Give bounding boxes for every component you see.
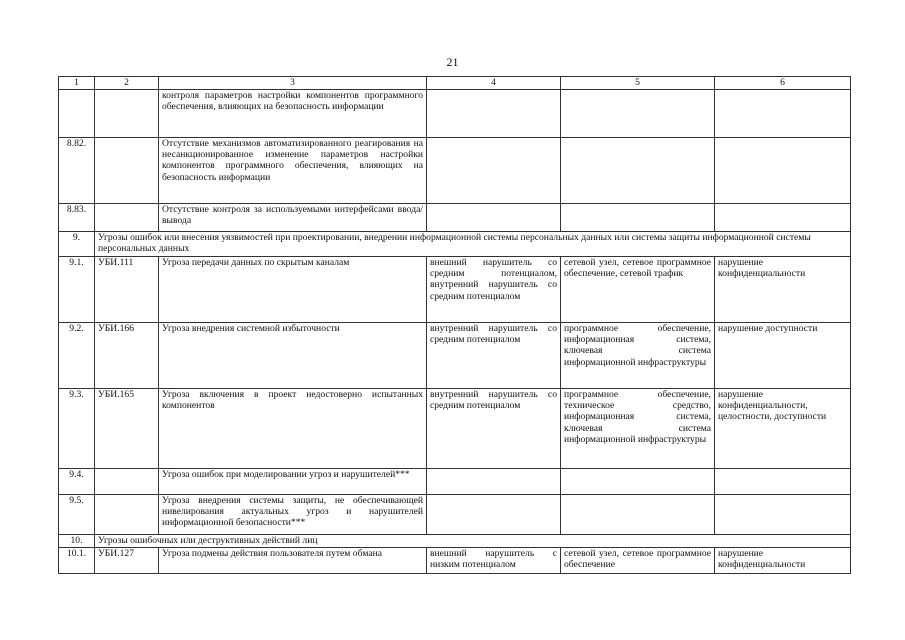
- row-number: 9.2.: [59, 323, 95, 389]
- threat-object: [561, 495, 715, 535]
- table-row: [59, 90, 851, 138]
- header-cell: 6: [715, 77, 851, 90]
- threat-source: [427, 469, 561, 495]
- table-row: [59, 495, 851, 535]
- threat-source: внутренний нарушитель со средним потенциалом: [427, 323, 561, 389]
- threat-description: Угроза передачи данных по скрытым каналам: [159, 257, 427, 323]
- threat-id: [95, 469, 159, 495]
- header-cell: 1: [59, 77, 95, 90]
- threat-consequence: [715, 90, 851, 138]
- header-cell: 2: [95, 77, 159, 90]
- row-number: 9.4.: [59, 469, 95, 495]
- threat-table: [58, 76, 851, 574]
- threat-object: сетевой узел, сетевое программное обеспечение, сетевой трафик: [561, 257, 715, 323]
- header-cell: 3: [159, 77, 427, 90]
- table-row: [59, 204, 851, 232]
- table-row: [59, 257, 851, 323]
- table-row: [59, 138, 851, 204]
- threat-description: контроля параметров настройки компонентов программного обеспечения, влияющих на безопасность информации: [159, 90, 427, 138]
- section-title: Угрозы ошибок или внесения уязвимостей при проектировании, внедрении информационной системы персональных данных или системы защиты информационной системы персональных данных: [95, 232, 851, 257]
- threat-description: Угроза подмены действия пользователя путем обмана: [159, 548, 427, 574]
- threat-description: Угроза включения в проект недостоверно испытанных компонентов: [159, 389, 427, 469]
- threat-id: [95, 204, 159, 232]
- threat-description: Отсутствие механизмов автоматизированного реагирования на несанкционированное изменение параметров настройки компонентов программного обеспечения, влияющих на безопасность информации: [159, 138, 427, 204]
- threat-id: УБИ.166: [95, 323, 159, 389]
- threat-object: программное обеспечение, техническое средство, информационная система, ключевая система информационной инфраструктуры: [561, 389, 715, 469]
- threat-id: УБИ.127: [95, 548, 159, 574]
- row-number: 9.5.: [59, 495, 95, 535]
- threat-description: Угроза внедрения системы защиты, не обеспечивающей нивелирования актуальных угроз и нарушителей информационной безопасности***: [159, 495, 427, 535]
- threat-consequence: [715, 138, 851, 204]
- threat-source: внешний нарушитель с низким потенциалом: [427, 548, 561, 574]
- threat-object: программное обеспечение, информационная система, ключевая система информационной инфраструктуры: [561, 323, 715, 389]
- threat-consequence: нарушение конфиденциальности, целостности, доступности: [715, 389, 851, 469]
- row-number: 9.1.: [59, 257, 95, 323]
- header-cell: 5: [561, 77, 715, 90]
- threat-consequence: [715, 469, 851, 495]
- table-row: [59, 548, 851, 574]
- threat-object: [561, 469, 715, 495]
- threat-consequence: нарушение конфиденциальности: [715, 257, 851, 323]
- row-number: [59, 90, 95, 138]
- threat-consequence: [715, 495, 851, 535]
- threat-object: сетевой узел, сетевое программное обеспечение: [561, 548, 715, 574]
- row-number: 8.83.: [59, 204, 95, 232]
- section-row: [59, 232, 851, 257]
- page-number: 21: [446, 55, 459, 69]
- threat-id: [95, 90, 159, 138]
- section-number: 9.: [59, 232, 95, 257]
- table-header-row: [59, 77, 851, 90]
- threat-id: УБИ.165: [95, 389, 159, 469]
- threat-object: [561, 90, 715, 138]
- row-number: 10.1.: [59, 548, 95, 574]
- threat-id: [95, 138, 159, 204]
- threat-id: УБИ.111: [95, 257, 159, 323]
- threat-consequence: [715, 204, 851, 232]
- threat-description: Угроза внедрения системной избыточности: [159, 323, 427, 389]
- row-number: 9.3.: [59, 389, 95, 469]
- threat-consequence: нарушение доступности: [715, 323, 851, 389]
- threat-description: Угроза ошибок при моделировании угроз и нарушителей***: [159, 469, 427, 495]
- threat-consequence: нарушение конфиденциальности: [715, 548, 851, 574]
- section-number: 10.: [59, 535, 95, 548]
- section-row: [59, 535, 851, 548]
- threat-source: внутренний нарушитель со средним потенциалом: [427, 389, 561, 469]
- threat-object: [561, 204, 715, 232]
- table-row: [59, 323, 851, 389]
- row-number: 8.82.: [59, 138, 95, 204]
- section-title: Угрозы ошибочных или деструктивных действий лиц: [95, 535, 851, 548]
- threat-description: Отсутствие контроля за используемыми интерфейсами ввода/вывода: [159, 204, 427, 232]
- header-cell: 4: [427, 77, 561, 90]
- threat-source: [427, 495, 561, 535]
- threat-source: [427, 204, 561, 232]
- table-row: [59, 469, 851, 495]
- threat-object: [561, 138, 715, 204]
- table-row: [59, 389, 851, 469]
- threat-source: [427, 138, 561, 204]
- threat-source: [427, 90, 561, 138]
- threat-id: [95, 495, 159, 535]
- threat-source: внешний нарушитель со средним потенциалом, внутренний нарушитель со средним потенциалом: [427, 257, 561, 323]
